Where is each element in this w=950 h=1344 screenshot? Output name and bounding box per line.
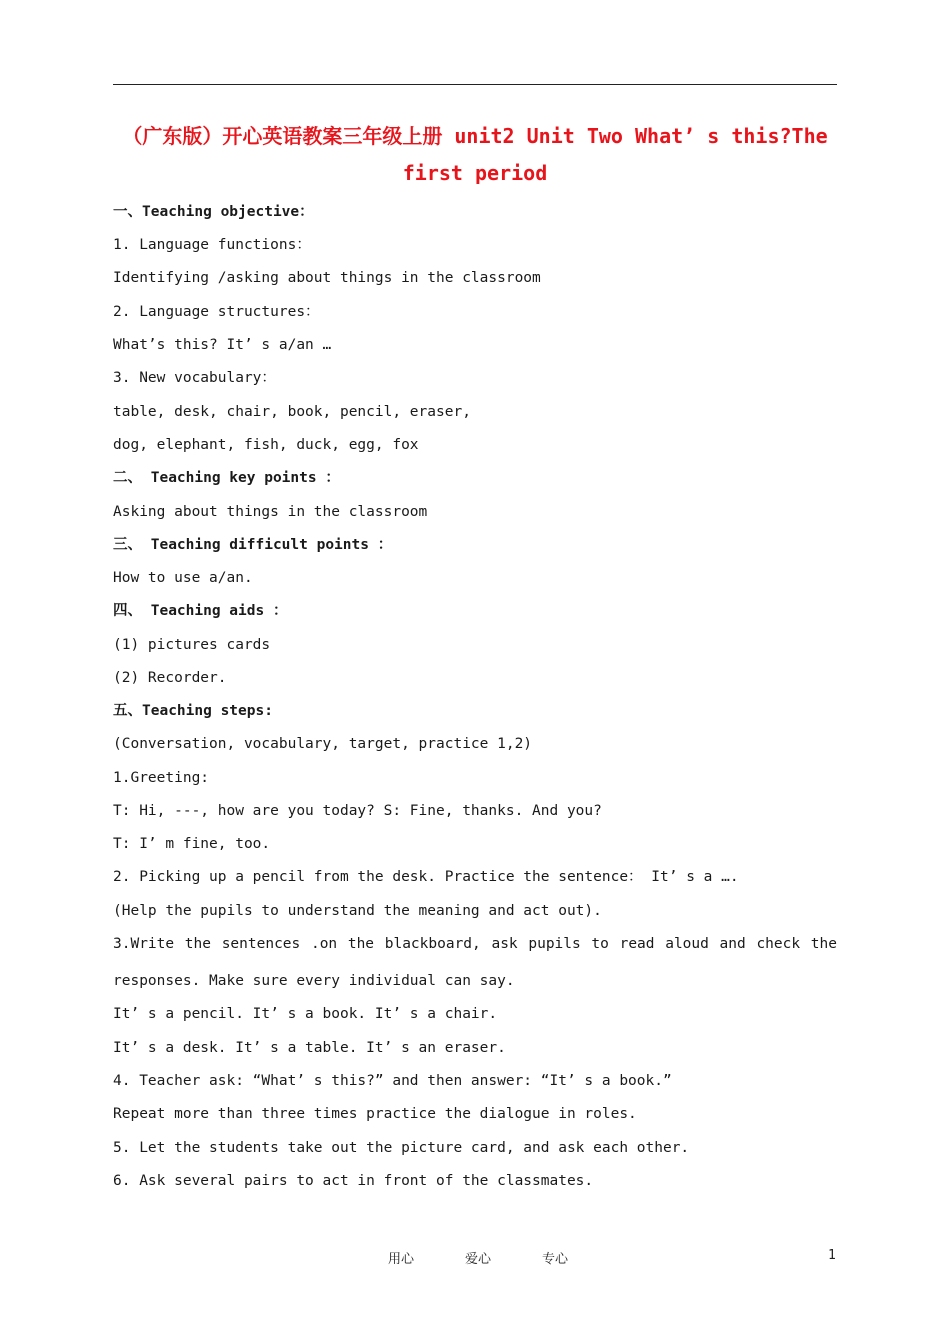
document-title (113, 118, 837, 192)
body-line: 1.Greeting: (113, 770, 210, 786)
section-heading: 一、Teaching objective： (113, 204, 314, 220)
body-line: 1. Language functions： (113, 237, 311, 253)
body-line: 2. Language structures： (113, 304, 320, 320)
footer-word: 专心 (541, 1252, 568, 1267)
body-line: table, desk, chair, book, pencil, eraser, (113, 404, 471, 420)
body-line: T: I’ m fine, too. (113, 836, 271, 852)
footer-motto (388, 1248, 568, 1267)
body-line: 3.Write the sentences .on the blackboard, ask pupils to read aloud and check the (113, 936, 837, 952)
body-line: It’ s a pencil. It’ s a book. It’ s a chair. (113, 1006, 498, 1022)
footer-word: 爱心 (464, 1252, 491, 1267)
body-line: What’s this? It’ s a/an … (113, 337, 332, 353)
body-line: 5. Let the students take out the picture card, and ask each other. (113, 1140, 690, 1156)
page-number: 1 (828, 1248, 836, 1263)
title-line-2: first period (402, 161, 548, 185)
body-line: (2) Recorder. (113, 670, 227, 686)
header-rule (113, 84, 837, 85)
section-heading: 四、 Teaching aids ： (113, 603, 288, 619)
body-line: (Help the pupils to understand the meaning and act out). (113, 903, 602, 919)
body-line: (1) pictures cards (113, 637, 271, 653)
body-line: Identifying /asking about things in the classroom (113, 270, 541, 286)
body-line: (Conversation, vocabulary, target, practice 1,2) (113, 736, 533, 752)
body-line: responses. Make sure every individual can say. (113, 973, 515, 989)
body-line: 2. Picking up a pencil from the desk. Practice the sentence： It’ s a …. (113, 869, 739, 885)
body-line: 6. Ask several pairs to act in front of the classmates. (113, 1173, 594, 1189)
body-line: 4. Teacher ask: “What’ s this?” and then answer: “It’ s a book.” (113, 1073, 672, 1089)
body-line: Repeat more than three times practice the dialogue in roles. (113, 1106, 637, 1122)
body-line: 3. New vocabulary： (113, 370, 276, 386)
body-line: T: Hi, ---, how are you today? S: Fine, thanks. And you? (113, 803, 602, 819)
footer-word: 用心 (388, 1252, 415, 1267)
title-line-1: （广东版）开心英语教案三年级上册 unit2 Unit Two What’ s this?The (122, 124, 828, 148)
body-line: How to use a/an. (113, 570, 253, 586)
section-heading: 二、 Teaching key points ： (113, 470, 340, 486)
body-line: Asking about things in the classroom (113, 504, 428, 520)
section-heading: 五、Teaching steps: (113, 703, 273, 719)
body-line: It’ s a desk. It’ s a table. It’ s an eraser. (113, 1040, 506, 1056)
section-heading: 三、 Teaching difficult points ： (113, 537, 393, 553)
body-line: dog, elephant, fish, duck, egg, fox (113, 437, 419, 453)
